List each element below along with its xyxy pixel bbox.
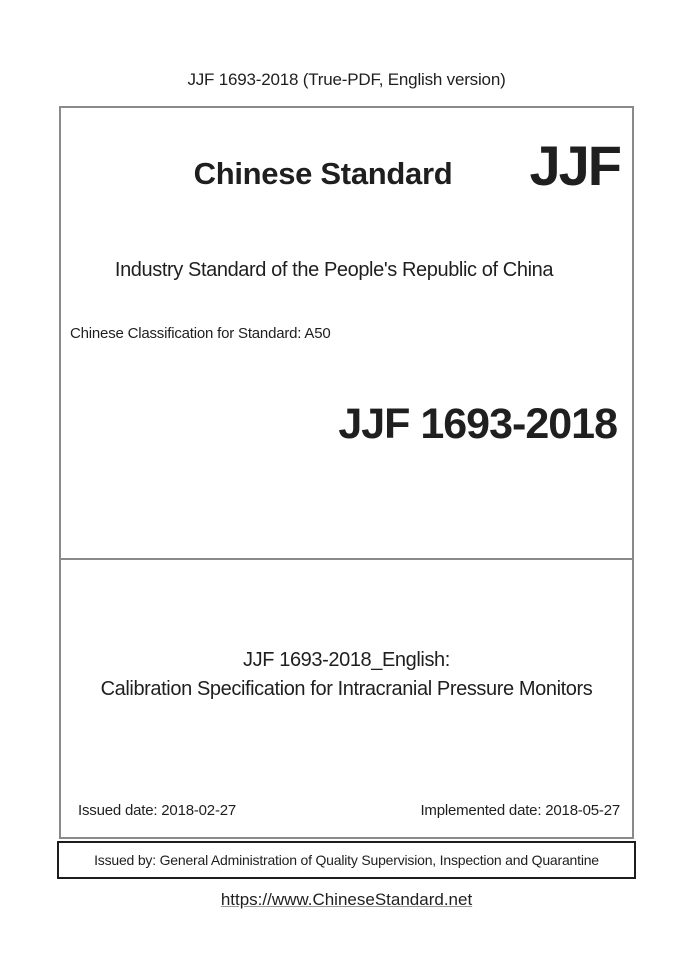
cover-middle-section [61,560,632,837]
standard-type-line: Industry Standard of the People's Republic of China [114,259,554,281]
cover-top-section [61,108,632,560]
footer-link[interactable]: https://www.ChineseStandard.net [220,890,473,909]
page-header-title: JJF 1693-2018 (True-PDF, English version) [187,70,506,89]
dates-row [78,802,620,819]
issued-date: Issued date: 2018-02-27 [78,802,237,819]
issuer-box [57,841,636,879]
english-title-line2: Calibration Specification for Intracranial Pressure Monitors [100,678,593,700]
implemented-date: Implemented date: 2018-05-27 [420,802,620,819]
english-title-line1: JJF 1693-2018_English: [243,649,450,671]
brand-title: Chinese Standard [193,156,453,191]
jjf-logo: JJF [529,134,620,197]
issuer-text: Issued by: General Administration of Quality Supervision, Inspection and Quarantine [94,852,599,868]
english-title [61,646,632,704]
classification-line: Chinese Classification for Standard: A50 [70,325,331,342]
standard-code: JJF 1693-2018 [338,400,617,448]
cover-box [59,106,634,839]
